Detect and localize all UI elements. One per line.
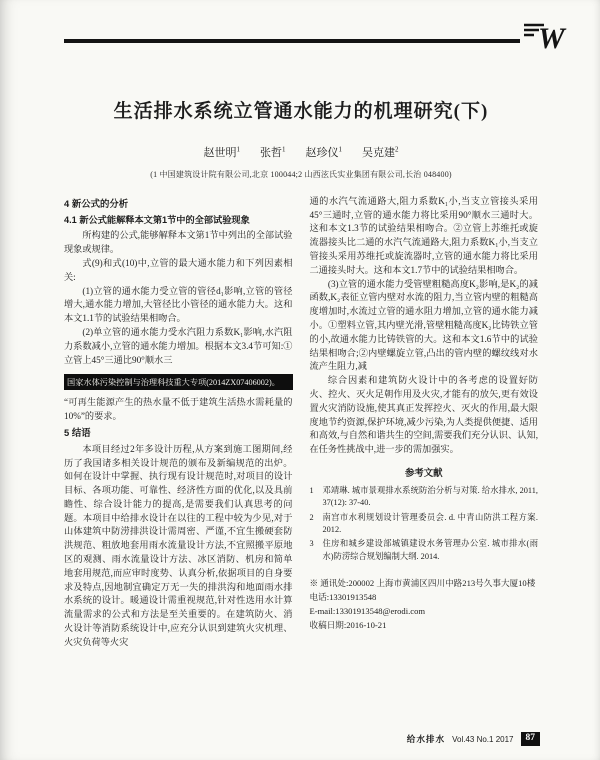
body-paragraph: 通的水汽气流通路大,阻力系数K₁小,当支立管接头采用45°三通时,立管的通水能力将比采用90°顺水三通时大。这和本文1.3节的试验结果相吻合。②立管上苏维托或旋流器接头比二通的水汽气流通路大,阻力系数K₁小,当支立管接头采用苏维托或旋流器时,立管的通水能力将比采用二通接头时大。这和本文1.7节中的试验结果相吻合。 [309, 195, 538, 275]
body-paragraph: (1)立管的通水能力受立管的管径d₁影响,立管的管径增大,通水能力增加,大管径比小管径的通水能力大。这和本文1.1节的试验结果相吻合。 [64, 285, 293, 324]
body-paragraph: 本项目经过2年多设计历程,从方案到施工图期间,经历了我国诸多相关设计规范的颁布及新编规范的出炉。如何在设计中掌握、执行现有设计规范时,对项目的设计目标、各项功能、可靠性、经济性方面的优化,以及具前瞻性、综合设计能力的提高,是需要我们认真思考的问题。本项目中给排水设计在以往的工程中较为少见,对于山体建筑中防涝排洪设计需周密、严谨,不宜生搬硬套防洪规范、粗放地套用雨水流量设计方法,不宜照搬平原地区的观测、雨水流量设计方法、冰区消防、机房和简单地套用规范,而应审时度势、认真分析,依据项目的自身要求及特点,因地制宜确定万无一失的排洪沟和地面雨水排水系统的设计。暖通设计需重视规范,针对性选用水计算流量需求的公式和方法是至关重要的。在建筑防火、消火设计等消防系统设计中,应充分认识到建筑火灾机理、火灾负荷等火灾 [64, 443, 293, 647]
author-affil-mark: 1 [236, 145, 240, 154]
journal-logo-icon [522, 18, 576, 54]
references-heading: 参考文献 [404, 466, 443, 478]
funding-footnote: 国家水体污染控制与治理科技重大专项(2014ZX07406002)。 [64, 374, 293, 390]
reference-item [310, 538, 539, 563]
header-rule [64, 39, 520, 43]
section-heading-5: 5 结语 [64, 426, 91, 438]
author-name: 吴克建 [362, 146, 395, 159]
reference-item [310, 485, 539, 510]
footer-journal-name: 给水排水 [406, 734, 446, 744]
author-name: 赵世明 [203, 146, 237, 159]
contact-email: E-mail:13301913548@erodi.com [309, 606, 426, 617]
right-column [310, 195, 539, 715]
reference-number: 2 [309, 512, 314, 522]
contact-phone: 电话:13301913548 [309, 592, 377, 603]
article-header [0, 0, 600, 180]
reference-number: 1 [309, 485, 314, 495]
reference-text: 南宫市水利规划设计管理委员会. d. 中青山防洪工程方案. 2012. [322, 512, 538, 534]
page-footer [407, 732, 540, 746]
reference-item [310, 512, 539, 537]
body-paragraph: (3)立管的通水能力受管壁粗糙高度K₂影响,是K₂的减函数,K₂表征立管内壁对水流的阻力,当立管内壁的粗糙高度增加时,水流过立管的通水阻力增加,立管的通水能力减小。①塑料立管,其内壁光滑,管壁粗糙高度K₂比铸铁立管的小,故通水能力比铸铁管的大。这和本文1.6节中的试验结果相吻合;②内壁螺旋立管,凸出的管内壁的螺纹线对水流产生阻力,减 [309, 278, 538, 372]
authors-line [64, 144, 538, 160]
left-column [64, 195, 293, 715]
article-title: 生活排水系统立管通水能力的机理研究(下) [113, 101, 489, 122]
author [362, 144, 399, 160]
body-paragraph: (2)单立管的通水能力受水汽阻力系数K₁影响,水汽阻力系数减小,立管的通水能力增加。根据本文3.4节可知:①立管上45°三通比90°顺水三 [64, 326, 293, 365]
author [204, 144, 241, 160]
author-affil-mark: 1 [282, 145, 286, 154]
author [260, 144, 286, 160]
body-paragraph: 综合因素和建筑防火设计中的各考虑的设置好防火、控火、灭火足朝作用及火灾,才能有的放矢,更有效设置火灾消防设施,使其真正发挥控火、灭火的作用,最大限度地节约资源,保护环境,减少污染,为人类提供便捷、适用和高效,与自然和谐共生的空间,需要我们充分认识、认知,在任务性挑战中,进一步的需加强实。 [309, 375, 538, 455]
reference-number: 3 [309, 539, 314, 549]
author-name: 赵珍仪 [305, 146, 339, 159]
footer-volume-info: Vol.43 No.1 2017 [452, 734, 514, 744]
author-affil-mark: 1 [338, 145, 342, 154]
journal-logo [522, 18, 576, 54]
received-date: 收稿日期:2016-10-21 [309, 620, 387, 631]
author-name: 张哲 [260, 146, 282, 159]
correspondence-block [310, 576, 539, 632]
body-paragraph: 式(9)和式(10)中,立管的最大通水能力和下列因素相关: [64, 257, 293, 282]
affiliation-line: (1 中国建筑设计院有限公司,北京 100044;2 山西泫氏实业集团有限公司,长治 048400) [150, 169, 452, 179]
section-heading-4-1: 4.1 新公式能解释本文第1节中的全部试验现象 [64, 214, 250, 225]
contact-address: ※ 通讯处:200002 上海市黄浦区四川中路213号久事大厦10楼 [309, 578, 536, 589]
reference-text: 邓靖琳. 城市景观排水系统防治分析与对策. 给水排水, 2011, 37(12): 37-40. [322, 485, 538, 508]
footer-page-number: 87 [521, 732, 541, 746]
body-paragraph: “可再生能源产生的热水量不低于建筑生活热水需耗量的10%”的要求。 [64, 397, 293, 422]
body-paragraph: 所构建的公式,能够解释本文第1节中列出的全部试验现象或规律。 [64, 230, 293, 255]
article-body [64, 195, 538, 715]
section-heading-4: 4 新公式的分析 [64, 197, 129, 209]
author-affil-mark: 2 [395, 145, 399, 154]
author [306, 144, 343, 160]
journal-logo-letter: W [538, 22, 565, 54]
reference-text: 住房和城乡建设部城镇建设水务管理办公室. 城市排水(雨水)防涝综合规划编制大纲. 2014. [322, 539, 538, 561]
